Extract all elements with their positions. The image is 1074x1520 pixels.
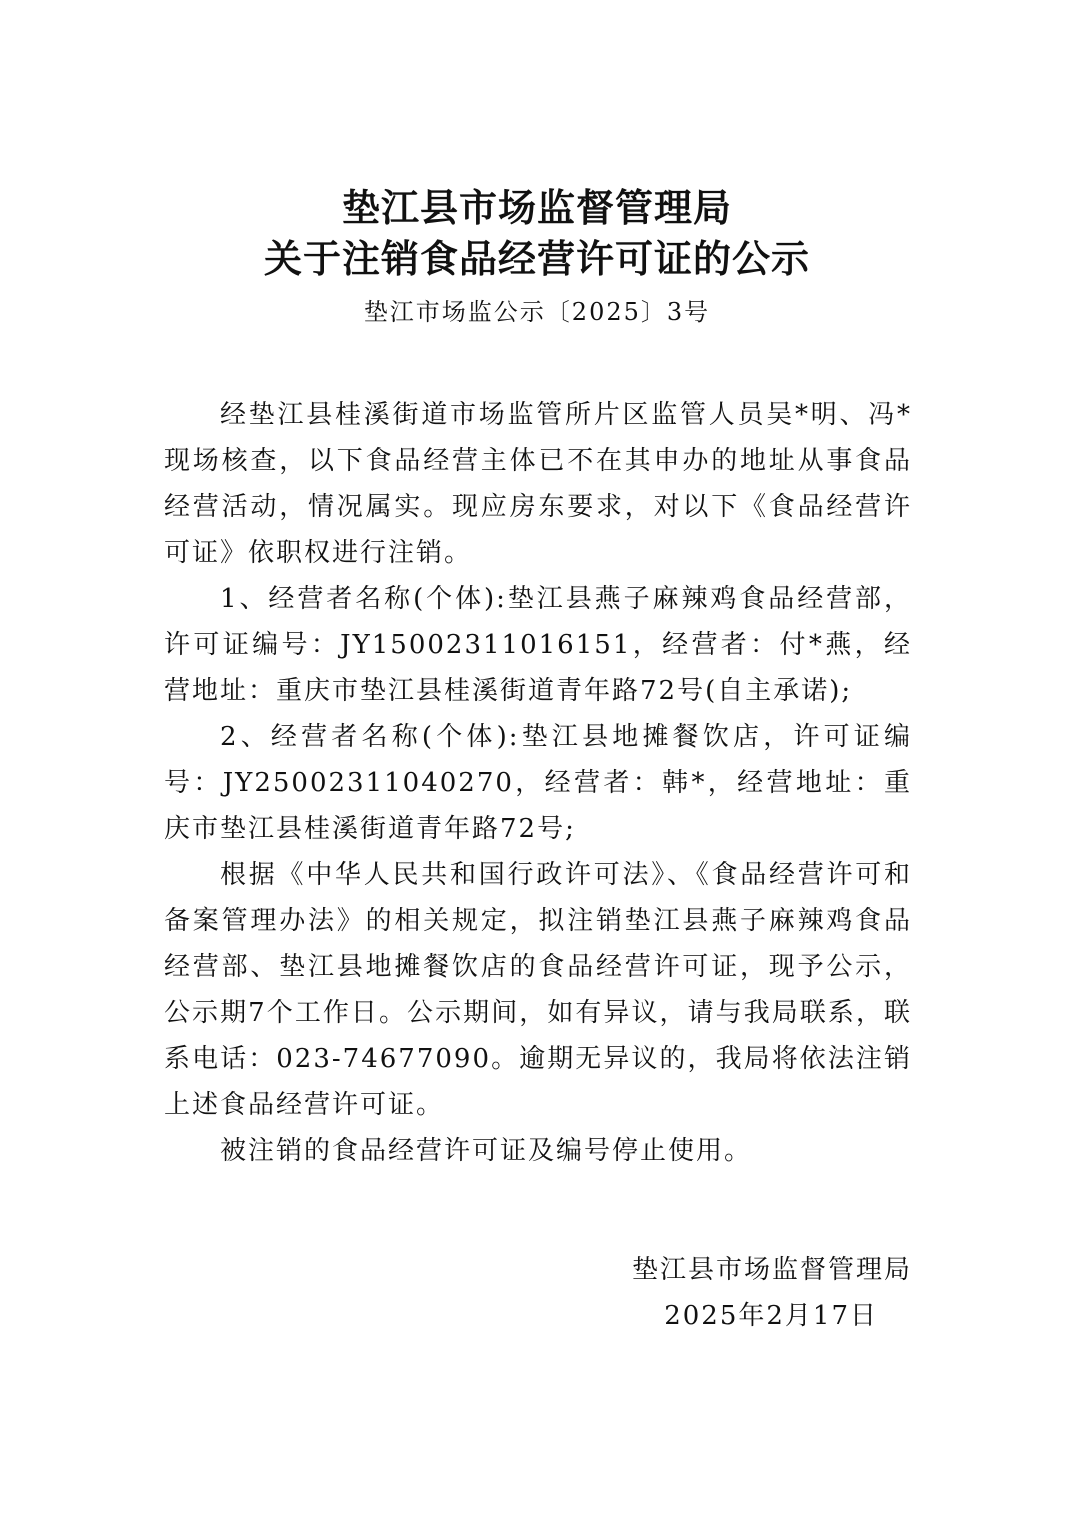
- paragraph-item-2: 2、经营者名称(个体):垫江县地摊餐饮店，许可证编号：JY25002311040270，经营者：韩*，经营地址：重庆市垫江县桂溪街道青年路72号;: [164, 722, 912, 844]
- title-line-2: 关于注销食品经营许可证的公示: [263, 236, 810, 281]
- paragraph-closing: 被注销的食品经营许可证及编号停止使用。: [220, 1136, 753, 1166]
- notice-body: [164, 392, 912, 1174]
- document-number: 垫江市场监公示〔2025〕3号: [363, 298, 711, 326]
- paragraph-legal-basis: 根据《中华人民共和国行政许可法》、《食品经营许可和备案管理办法》的相关规定，拟注销垫江县燕子麻辣鸡食品经营部、垫江县地摊餐饮店的食品经营许可证，现予公示，公示期7个工作日。公示期间，如有异议，请与我局联系，联系电话：023-74677090。逾期无异议的，我局将依法注销上述食品经营许可证。: [164, 860, 912, 1120]
- signature-organization: 垫江县市场监督管理局: [631, 1255, 912, 1285]
- paragraph-item-1: 1、经营者名称(个体):垫江县燕子麻辣鸡食品经营部，许可证编号：JY15002311016151，经营者：付*燕，经营地址：重庆市垫江县桂溪街道青年路72号(自主承诺);: [164, 584, 912, 706]
- signature-date: 2025年2月17日: [664, 1301, 878, 1331]
- paragraph-intro: 经垫江县桂溪街道市场监管所片区监管人员吴*明、冯*现场核查，以下食品经营主体已不在其申办的地址从事食品经营活动，情况属实。现应房东要求，对以下《食品经营许可证》依职权进行注销。: [164, 400, 912, 568]
- title-line-1: 垫江县市场监督管理局: [341, 185, 732, 230]
